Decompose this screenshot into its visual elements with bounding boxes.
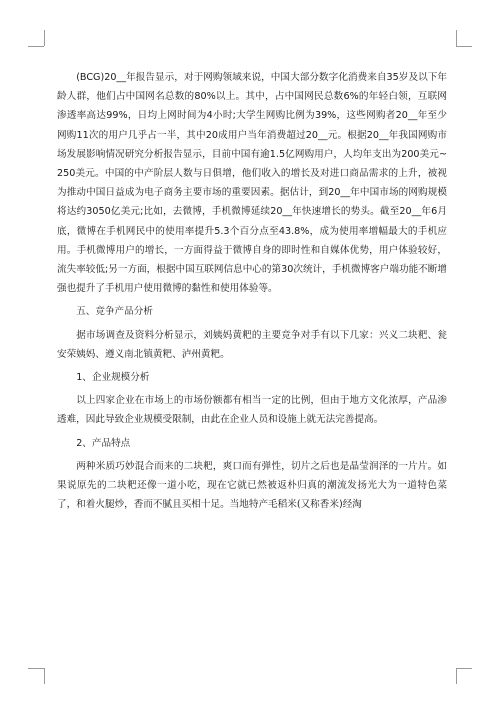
document-body <box>57 68 447 514</box>
subsection-heading-scale: 1、企业规模分析 <box>76 372 150 384</box>
crop-mark-bottom-right-h <box>456 668 472 669</box>
crop-mark-top-left-v <box>44 30 45 46</box>
crop-mark-top-left-h <box>28 46 44 47</box>
section-heading-competition: 五、竞争产品分析 <box>76 306 153 318</box>
paragraph-scale: 以上四家企业在市场上的市场份额都有相当一定的比例，但由于地方文化浓厚，产品渗透难，因此导致企业规模受限制，由此在企业人员和设施上就无法完善提高。 <box>57 395 447 426</box>
paragraph-features: 两种米质巧妙混合而来的二块粑，爽口而有弹性，切片之后也是晶莹润泽的一片片。如果说原先的二块粑还像一道小吃，现在它就已然被返朴归真的潮流发扬光大为一道特色菜了，和着火腿炒，香而不腻且买相十足。当地特产毛稻米(又称香米)经淘 <box>57 460 447 511</box>
crop-mark-bottom-right-v <box>456 668 457 684</box>
subsection-heading-features: 2、产品特点 <box>76 437 131 449</box>
crop-mark-bottom-left-v <box>44 668 45 684</box>
crop-mark-top-right-h <box>456 46 472 47</box>
paragraph-market-data: (BCG)20__年报告显示，对于网购领域来说，中国大部分数字化消费来自35岁及以下年龄人群，他们占中国网名总数的80%以上。其中，占中国网民总数6%的年轻白领，互联网渗透率高达99%，日均上网时间为4小时;大学生网购比例为39%，这些网购者20__年至少网购11次的用户几乎占一半，其中20成用户当年消费超过20__元。根据20__年我国网购市场发展影响情况研究分析报告显示，目前中国有逾1.5亿网购用户，人均年支出为200美元~250美元。中国的中产阶层人数与日俱增，他们收入的增长及对进口商品需求的上升，被视为推动中国日益成为电子商务主要市场的重要因素。据估计，到20__年中国市场的网购规模将达约3050亿美元;比如，去微博，手机微博延续20__年快速增长的势头。截至20__年6月底，微博在手机网民中的使用率提升5.3个百分点至43.8%，成为使用率增幅最大的手机应用。手机微博用户的增长，一方面得益于微博自身的即时性和自媒体优势，用户体验较好，流失率较低;另一方面，根据中国互联网信息中心的第30次统计，手机微博客户端功能不断增强也提升了手机用户使用微博的黏性和使用体验等。 <box>57 72 447 295</box>
paragraph-competitors: 据市场调查及资料分析显示，刘姨妈黄粑的主要竞争对手有以下几家：兴义二块粑、瓮安荣姨妈、遵义南北镇黄粑、泸州黄粑。 <box>57 329 447 360</box>
crop-mark-top-right-v <box>456 30 457 46</box>
crop-mark-bottom-left-h <box>28 668 44 669</box>
